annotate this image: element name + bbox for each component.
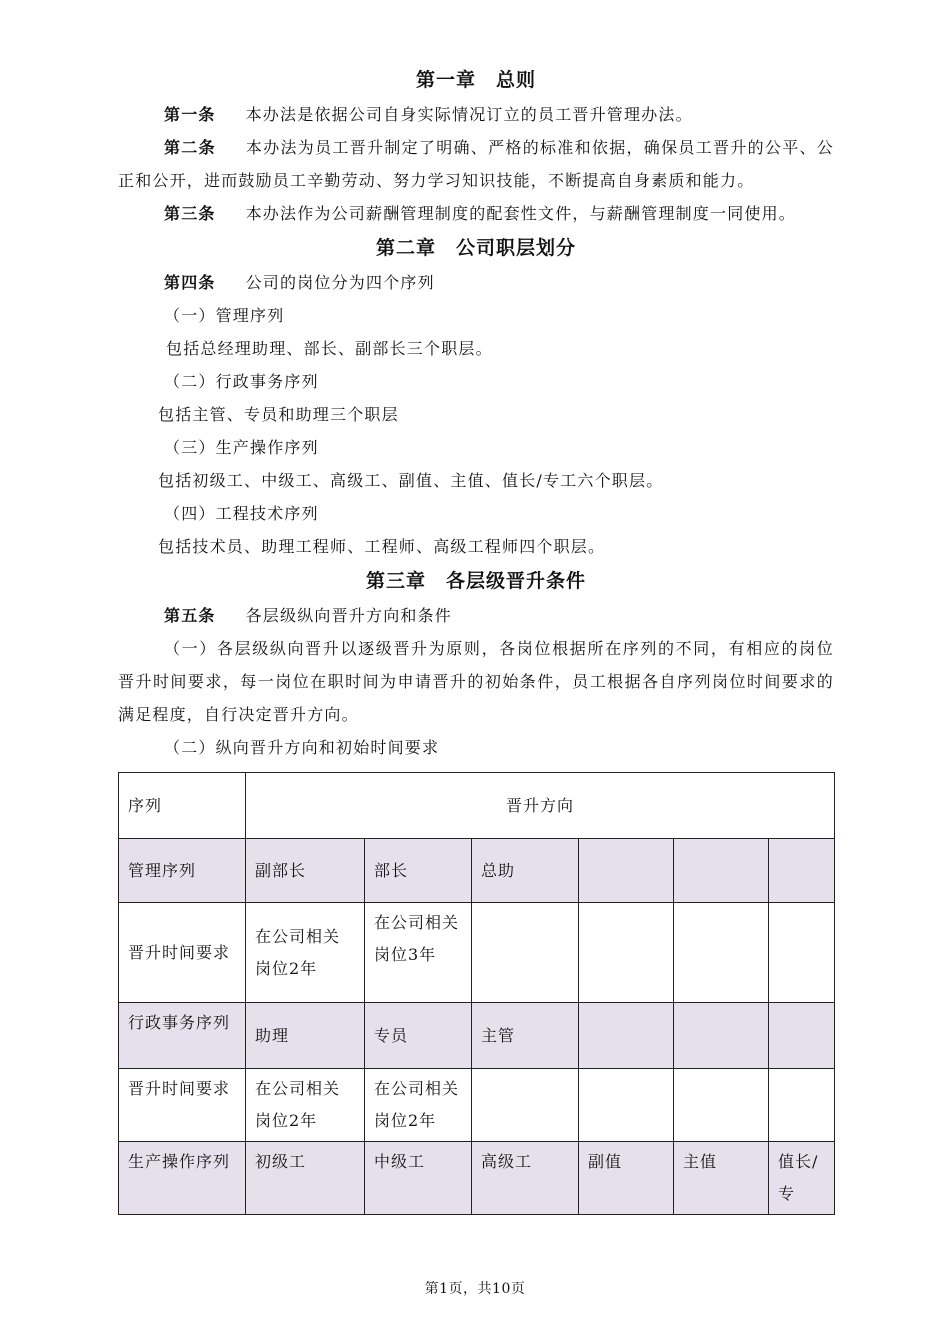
header-sequence: 序列 [119, 773, 246, 839]
table-cell: 管理序列 [119, 839, 246, 903]
table-row [119, 903, 835, 1003]
chapter-3-title: 第三章 各层级晋升条件 [365, 570, 586, 592]
table-cell: 部长 [365, 839, 472, 903]
header-direction: 晋升方向 [246, 773, 835, 839]
table-cell: 在公司相关岗位2年 [246, 903, 365, 1003]
article-3-text: 本办法作为公司薪酬管理制度的配套性文件，与薪酬管理制度一同使用。 [245, 204, 797, 223]
table-cell [769, 903, 835, 1003]
table-cell: 初级工 [246, 1142, 365, 1215]
table-cell [769, 1003, 835, 1069]
article-5-paragraph-2: （二）纵向晋升方向和初始时间要求 [164, 738, 440, 757]
article-1-label: 第一条 [164, 105, 216, 124]
article-2 [118, 131, 834, 197]
sequence-2-desc: 包括主管、专员和助理三个职层 [158, 405, 399, 424]
table-cell [769, 1069, 835, 1142]
table-header-row [119, 773, 835, 839]
article-4-text: 公司的岗位分为四个序列 [245, 273, 435, 292]
article-4 [118, 266, 834, 299]
table-cell [674, 1003, 769, 1069]
sequence-3-desc: 包括初级工、中级工、高级工、副值、主值、值长/专工六个职层。 [158, 471, 664, 490]
table-cell: 在公司相关岗位3年 [365, 903, 472, 1003]
promotion-table [118, 772, 835, 1215]
article-3 [118, 197, 834, 230]
table-cell: 在公司相关岗位2年 [246, 1069, 365, 1142]
table-cell [472, 903, 579, 1003]
table-cell [579, 1003, 674, 1069]
table-cell: 晋升时间要求 [119, 1069, 246, 1142]
article-5 [118, 599, 834, 632]
table-cell: 助理 [246, 1003, 365, 1069]
table-cell: 主管 [472, 1003, 579, 1069]
table-cell [674, 1069, 769, 1142]
article-5-label: 第五条 [164, 606, 216, 625]
table-cell [674, 839, 769, 903]
sequence-3-heading: （三）生产操作序列 [164, 438, 319, 457]
table-cell [472, 1069, 579, 1142]
sequence-4-heading: （四）工程技术序列 [164, 504, 319, 523]
table-cell: 主值 [674, 1142, 769, 1215]
page-footer: 第1页，共10页 [424, 1281, 526, 1297]
article-2-label: 第二条 [164, 138, 216, 157]
sequence-1-heading: （一）管理序列 [164, 306, 285, 325]
table-cell: 总助 [472, 839, 579, 903]
table-cell: 高级工 [472, 1142, 579, 1215]
table-row [119, 839, 835, 903]
article-4-label: 第四条 [164, 273, 216, 292]
article-2-text: 本办法为员工晋升制定了明确、严格的标准和依据，确保员工晋升的公平、公正和公开，进而鼓励员工辛勤劳动、努力学习知识技能，不断提高自身素质和能力。 [118, 138, 834, 190]
table-cell: 值长/专 [769, 1142, 835, 1215]
table-cell [769, 839, 835, 903]
document-page [118, 62, 834, 1215]
table-cell: 在公司相关岗位2年 [365, 1069, 472, 1142]
table-cell [579, 1069, 674, 1142]
sequence-4-desc: 包括技术员、助理工程师、工程师、高级工程师四个职层。 [158, 537, 606, 556]
chapter-2-title: 第二章 公司职层划分 [375, 237, 576, 259]
table-cell: 生产操作序列 [119, 1142, 246, 1215]
article-3-label: 第三条 [164, 204, 216, 223]
table-cell [674, 903, 769, 1003]
article-5-text: 各层级纵向晋升方向和条件 [245, 606, 453, 625]
sequence-2-heading: （二）行政事务序列 [164, 372, 319, 391]
table-cell: 专员 [365, 1003, 472, 1069]
chapter-1-title: 第一章 总则 [415, 69, 536, 91]
table-row [119, 1069, 835, 1142]
table-cell: 副部长 [246, 839, 365, 903]
article-5-paragraph-1: （一）各层级纵向晋升以逐级晋升为原则，各岗位根据所在序列的不同，有相应的岗位晋升时间要求，每一岗位在职时间为申请晋升的初始条件，员工根据各自序列岗位时间要求的满足程度，自行决定晋升方向。 [118, 639, 834, 724]
table-cell: 行政事务序列 [119, 1003, 246, 1069]
table-cell: 中级工 [365, 1142, 472, 1215]
table-cell: 副值 [579, 1142, 674, 1215]
table-row [119, 1003, 835, 1069]
article-1 [118, 98, 834, 131]
sequence-1-desc: 包括总经理助理、部长、副部长三个职层。 [166, 339, 493, 358]
table-cell [579, 903, 674, 1003]
table-cell [579, 839, 674, 903]
article-1-text: 本办法是依据公司自身实际情况订立的员工晋升管理办法。 [245, 105, 693, 124]
table-row [119, 1142, 835, 1215]
table-cell: 晋升时间要求 [119, 903, 246, 1003]
